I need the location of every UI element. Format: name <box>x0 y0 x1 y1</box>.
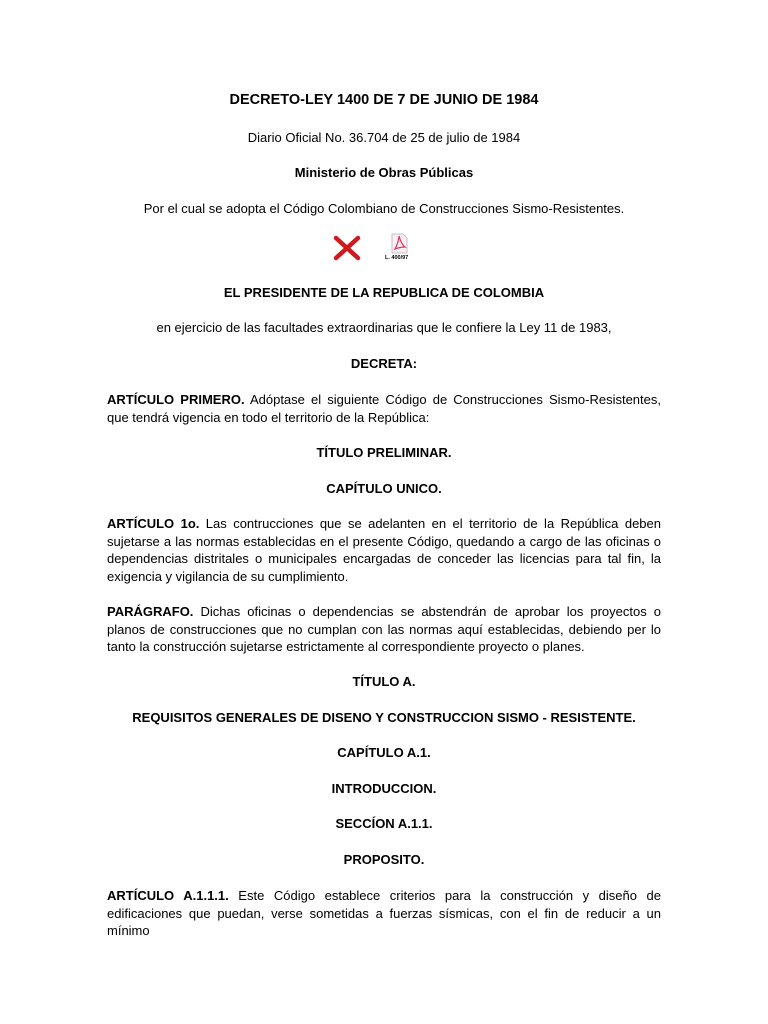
faculties-line: en ejercicio de las facultades extraordinarias que le confiere la Ley 11 de 1983, <box>156 320 612 335</box>
proposito-heading: PROPOSITO. <box>343 852 425 867</box>
paragrafo-label: PARÁGRAFO. <box>107 604 194 619</box>
president-heading: EL PRESIDENTE DE LA REPUBLICA DE COLOMBIA <box>223 285 545 300</box>
article-label: ARTÍCULO 1o. <box>107 516 200 531</box>
article-text: Las contrucciones que se adelanten en el territorio de la República deben sujetarse a las normas establecidas en el presente Código, quedando a cargo de las oficinas o dependencias distritales o municipales encargadas de conceder las licencias para tal fin, la exigencia y vigilancia de su cumplimiento. <box>107 516 661 584</box>
pdf-caption: L. 400/97 <box>385 255 409 261</box>
paragrafo-paragraph <box>107 603 661 656</box>
pdf-file-icon[interactable] <box>387 233 411 255</box>
introduccion-heading: INTRODUCCION. <box>331 781 437 796</box>
articulo-1o-paragraph <box>107 515 661 585</box>
diario-oficial-line: Diario Oficial No. 36.704 de 25 de julio de 1984 <box>247 130 521 145</box>
decree-purpose: Por el cual se adopta el Código Colombiano de Construcciones Sismo-Resistentes. <box>143 201 625 216</box>
seccion-a11-heading: SECCÍON A.1.1. <box>335 816 433 831</box>
titulo-preliminar-heading: TÍTULO PRELIMINAR. <box>316 445 452 460</box>
article-text: Adóptase el siguiente Código de Construcciones Sismo-Resistentes, que tendrá vigencia en todo el territorio de la República: <box>107 392 661 425</box>
article-text: Este Código establece criterios para la construcción y diseño de edificaciones que puedan, verse sometidas a fuerzas sísmicas, con el fin de reducir a un mínimo <box>107 888 661 938</box>
article-label: ARTÍCULO PRIMERO. <box>107 392 245 407</box>
ministry-name: Ministerio de Obras Públicas <box>294 165 474 180</box>
decree-title: DECRETO-LEY 1400 DE 7 DE JUNIO DE 1984 <box>229 92 539 108</box>
capitulo-unico-heading: CAPÍTULO UNICO. <box>326 481 442 496</box>
titulo-a-heading: TÍTULO A. <box>352 674 416 689</box>
paragrafo-text: Dichas oficinas o dependencias se abstendrán de aprobar los proyectos o planos de construcciones que no cumplan con las normas aquí establecidas, debiendo per lo tanto la construcción sujetarse estrictamente al correspondiente proyecto o planes. <box>107 604 661 654</box>
decreta-heading: DECRETA: <box>350 356 418 371</box>
capitulo-a1-heading: CAPÍTULO A.1. <box>337 745 431 760</box>
article-label: ARTÍCULO A.1.1.1. <box>107 888 229 903</box>
status-icons <box>333 233 423 265</box>
requisitos-heading: REQUISITOS GENERALES DE DISENO Y CONSTRUCCION SISMO - RESISTENTE. <box>132 710 636 725</box>
articulo-a111-paragraph <box>107 887 661 940</box>
articulo-primero-paragraph <box>107 391 661 426</box>
x-mark-icon <box>333 235 361 261</box>
